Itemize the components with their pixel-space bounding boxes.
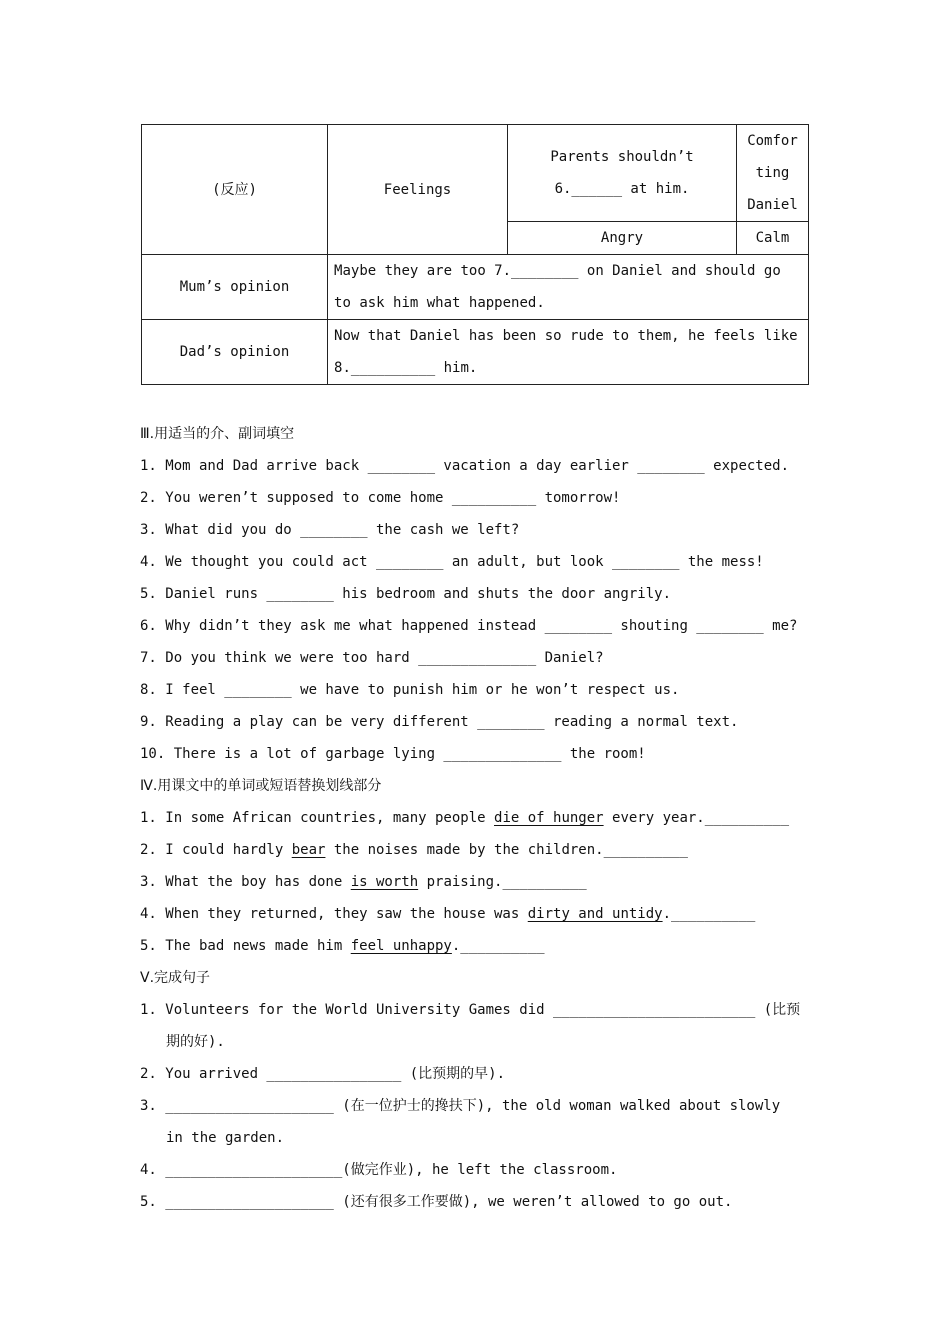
mum-opinion-label-cell	[142, 255, 328, 320]
section-4-item	[140, 898, 830, 930]
mum-opinion-line-1: Maybe they are too 7.________ on Daniel and should go	[334, 263, 781, 279]
reaction-table	[141, 124, 809, 385]
angry-label: Angry	[600, 230, 644, 246]
item-text: 1. In some African countries, many people	[140, 810, 495, 826]
mum-opinion-cell	[328, 255, 809, 320]
item-text: the noises made by the children.__________	[325, 842, 688, 858]
calm-label: Calm	[755, 230, 790, 246]
section-3-item: 8. I feel ________ we have to punish him or he won’t respect us.	[140, 682, 680, 698]
underlined-phrase: is worth	[350, 874, 419, 890]
reaction-header-cell	[142, 125, 328, 255]
underlined-phrase: dirty and untidy	[527, 906, 663, 922]
dad-opinion-cell	[328, 320, 809, 385]
section-3-item: 1. Mom and Dad arrive back ________ vacation a day earlier ________ expected.	[140, 458, 790, 474]
parents-line-1: Parents shouldn’t	[550, 149, 694, 165]
dad-opinion-line-1: Now that Daniel has been so rude to them, he feels like	[334, 328, 798, 344]
item-text: .__________	[662, 906, 756, 922]
mum-opinion-line-2: to ask him what happened.	[334, 295, 545, 311]
section-4-item	[140, 834, 830, 866]
feelings-header-cell	[328, 125, 508, 255]
dad-opinion-line-2: 8.__________ him.	[334, 360, 478, 376]
section-4-item	[140, 802, 830, 834]
item-text: 3. What the boy has done	[140, 874, 351, 890]
item-text: 5. The bad news made him	[140, 938, 351, 954]
section-5-item-continuation: 期的好).	[166, 1034, 225, 1050]
dad-opinion-label-cell	[142, 320, 328, 385]
section-3-item: 4. We thought you could act ________ an adult, but look ________ the mess!	[140, 554, 764, 570]
section-3-title: Ⅲ.用适当的介、副词填空	[140, 426, 295, 442]
calm-cell	[736, 222, 808, 255]
section-5-item: 2. You arrived ________________ (比预期的早).	[140, 1066, 506, 1082]
item-text: 2. I could hardly	[140, 842, 292, 858]
section-4-item	[140, 866, 830, 898]
item-text: 4. When they returned, they saw the house was	[140, 906, 528, 922]
section-4-item	[140, 930, 830, 962]
section-3-item: 10. There is a lot of garbage lying ______________ the room!	[140, 746, 646, 762]
mum-opinion-label: Mum’s opinion	[179, 279, 290, 295]
item-text: every year.__________	[603, 810, 790, 826]
section-4-title: Ⅳ.用课文中的单词或短语替换划线部分	[140, 778, 382, 794]
section-5-item: 5. ____________________ (还有很多工作要做), we weren’t allowed to go out.	[140, 1194, 733, 1210]
section-3-item: 9. Reading a play can be very different ________ reading a normal text.	[140, 714, 739, 730]
section-3-item: 3. What did you do ________ the cash we left?	[140, 522, 520, 538]
section-5-item: 1. Volunteers for the World University Games did ________________________ (比预	[140, 1002, 801, 1018]
section-5-item: 3. ____________________ (在一位护士的搀扶下), the old woman walked about slowly	[140, 1098, 781, 1114]
exercise-sections	[140, 418, 830, 1218]
item-text: praising.__________	[418, 874, 587, 890]
reaction-header: (反应)	[212, 181, 257, 198]
section-5-title: Ⅴ.完成句子	[140, 970, 211, 986]
comforting-cell	[736, 125, 808, 222]
parents-line-2: 6.______ at him.	[554, 181, 690, 197]
section-3-item: 7. Do you think we were too hard ______________ Daniel?	[140, 650, 604, 666]
underlined-phrase: die of hunger	[494, 810, 604, 826]
section-3-item: 5. Daniel runs ________ his bedroom and shuts the door angrily.	[140, 586, 672, 602]
angry-cell	[508, 222, 737, 255]
comforting-line-3: Daniel	[747, 197, 798, 213]
section-3-item: 6. Why didn’t they ask me what happened instead ________ shouting ________ me?	[140, 618, 798, 634]
underlined-phrase: feel unhappy	[350, 938, 452, 954]
section-5-item: 4. _____________________(做完作业), he left the classroom.	[140, 1162, 618, 1178]
item-text: .__________	[451, 938, 545, 954]
underlined-phrase: bear	[291, 842, 326, 858]
section-3-item: 2. You weren’t supposed to come home __________ tomorrow!	[140, 490, 621, 506]
comforting-line-1: Comfor	[747, 133, 798, 149]
parents-cell	[508, 125, 737, 222]
section-5-item-continuation: in the garden.	[166, 1130, 285, 1146]
feelings-header: Feelings	[383, 181, 452, 198]
dad-opinion-label: Dad’s opinion	[179, 344, 290, 360]
comforting-line-2: ting	[755, 165, 790, 181]
